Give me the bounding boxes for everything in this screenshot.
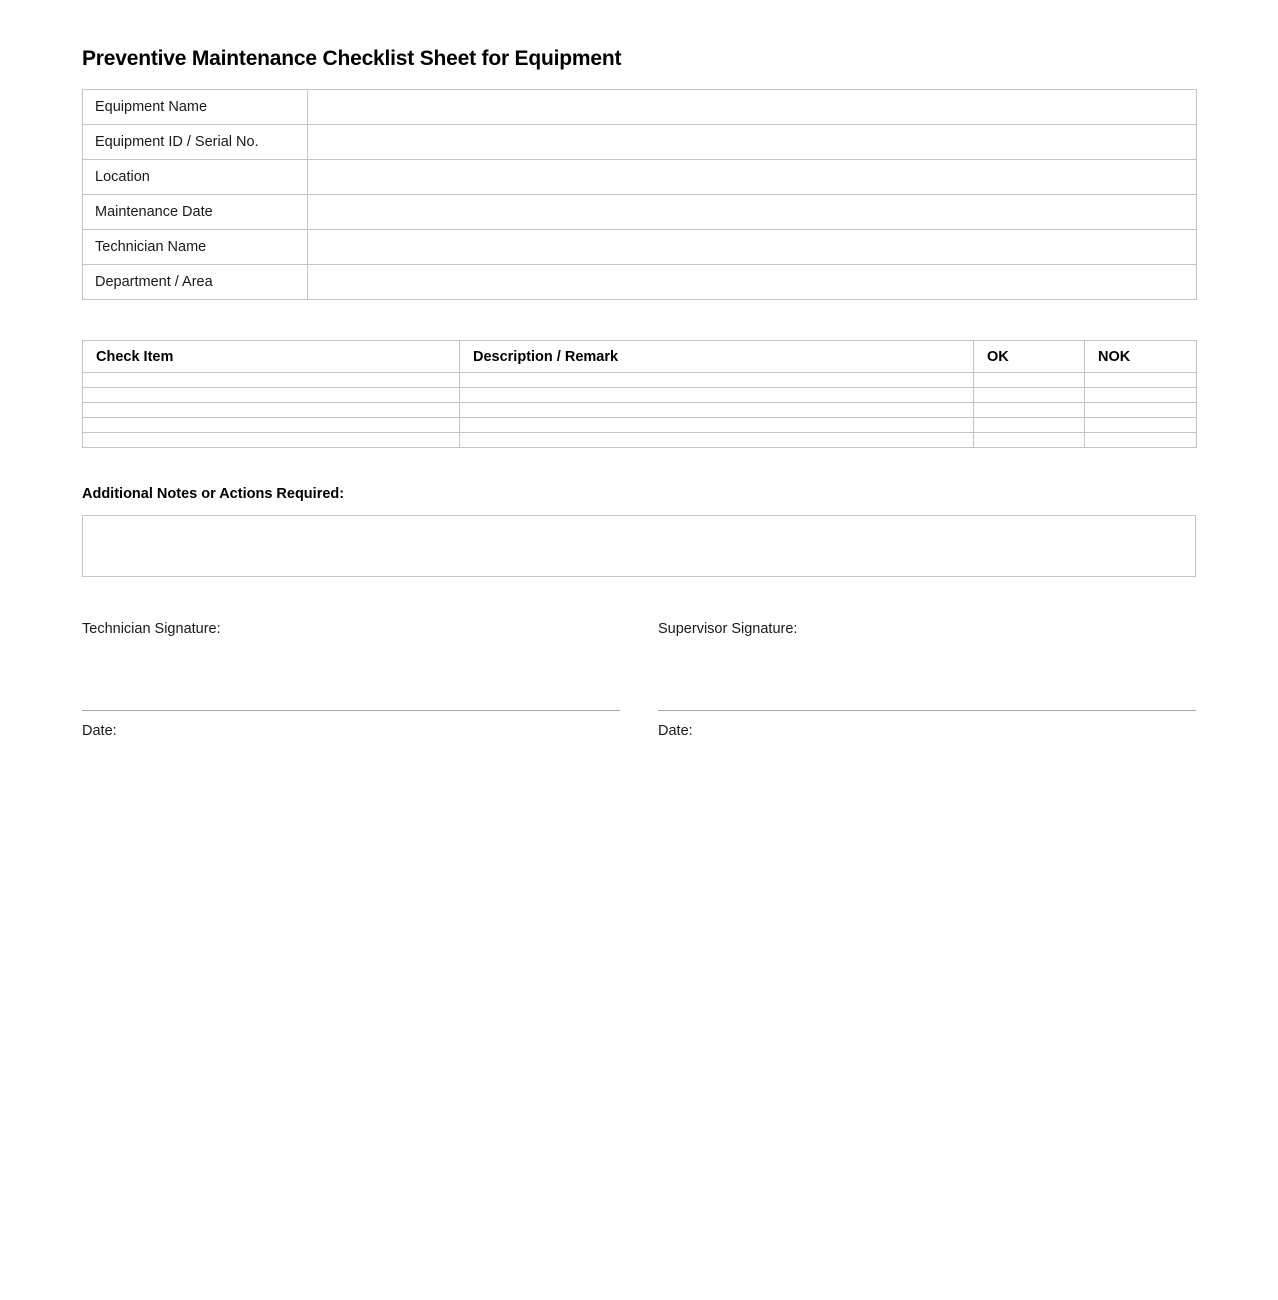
cell-description[interactable] xyxy=(460,418,974,433)
cell-nok[interactable] xyxy=(1085,403,1197,418)
column-header-description-remark: Description / Remark xyxy=(460,341,974,373)
cell-ok[interactable] xyxy=(974,433,1085,448)
supervisor-signature-block xyxy=(658,620,1196,739)
table-row xyxy=(83,90,1197,125)
cell-ok[interactable] xyxy=(974,373,1085,388)
technician-signature-line[interactable] xyxy=(82,710,620,711)
info-label-location: Location xyxy=(83,160,308,195)
technician-date-label: Date: xyxy=(82,723,117,739)
cell-check-item[interactable] xyxy=(83,373,460,388)
page-title: Preventive Maintenance Checklist Sheet for Equipment xyxy=(82,47,622,70)
equipment-info-table xyxy=(82,89,1197,300)
column-header-nok: NOK xyxy=(1085,341,1197,373)
supervisor-signature-line[interactable] xyxy=(658,710,1196,711)
info-value-location[interactable] xyxy=(308,160,1197,195)
additional-notes-box[interactable] xyxy=(82,515,1196,577)
technician-signature-block xyxy=(82,620,620,739)
table-row xyxy=(83,160,1197,195)
table-row xyxy=(83,418,1197,433)
info-label-technician-name: Technician Name xyxy=(83,230,308,265)
table-row xyxy=(83,125,1197,160)
cell-nok[interactable] xyxy=(1085,388,1197,403)
checklist-header xyxy=(83,341,1197,373)
cell-nok[interactable] xyxy=(1085,433,1197,448)
cell-description[interactable] xyxy=(460,373,974,388)
equipment-info-body xyxy=(83,90,1197,300)
cell-check-item[interactable] xyxy=(83,388,460,403)
info-value-technician-name[interactable] xyxy=(308,230,1197,265)
cell-description[interactable] xyxy=(460,403,974,418)
checklist-body xyxy=(83,373,1197,448)
supervisor-signature-label: Supervisor Signature: xyxy=(658,621,798,637)
cell-description[interactable] xyxy=(460,388,974,403)
info-label-department-area: Department / Area xyxy=(83,265,308,300)
cell-check-item[interactable] xyxy=(83,418,460,433)
info-value-equipment-id[interactable] xyxy=(308,125,1197,160)
cell-nok[interactable] xyxy=(1085,373,1197,388)
table-row xyxy=(83,403,1197,418)
table-row xyxy=(83,195,1197,230)
table-row xyxy=(83,433,1197,448)
technician-signature-label: Technician Signature: xyxy=(82,621,221,637)
table-row xyxy=(83,230,1197,265)
cell-nok[interactable] xyxy=(1085,418,1197,433)
cell-ok[interactable] xyxy=(974,388,1085,403)
signature-section xyxy=(82,620,1196,739)
info-value-equipment-name[interactable] xyxy=(308,90,1197,125)
info-label-equipment-name: Equipment Name xyxy=(83,90,308,125)
cell-ok[interactable] xyxy=(974,403,1085,418)
supervisor-date-label: Date: xyxy=(658,723,693,739)
info-label-maintenance-date: Maintenance Date xyxy=(83,195,308,230)
cell-ok[interactable] xyxy=(974,418,1085,433)
info-value-department-area[interactable] xyxy=(308,265,1197,300)
info-label-equipment-id: Equipment ID / Serial No. xyxy=(83,125,308,160)
info-value-maintenance-date[interactable] xyxy=(308,195,1197,230)
sheet-body xyxy=(82,0,1196,739)
cell-check-item[interactable] xyxy=(83,403,460,418)
table-row xyxy=(83,373,1197,388)
checklist-table xyxy=(82,340,1197,448)
table-row xyxy=(83,265,1197,300)
additional-notes-label: Additional Notes or Actions Required: xyxy=(82,486,345,502)
table-row xyxy=(83,388,1197,403)
table-header-row xyxy=(83,341,1197,373)
column-header-ok: OK xyxy=(974,341,1085,373)
column-header-check-item: Check Item xyxy=(83,341,460,373)
cell-check-item[interactable] xyxy=(83,433,460,448)
cell-description[interactable] xyxy=(460,433,974,448)
